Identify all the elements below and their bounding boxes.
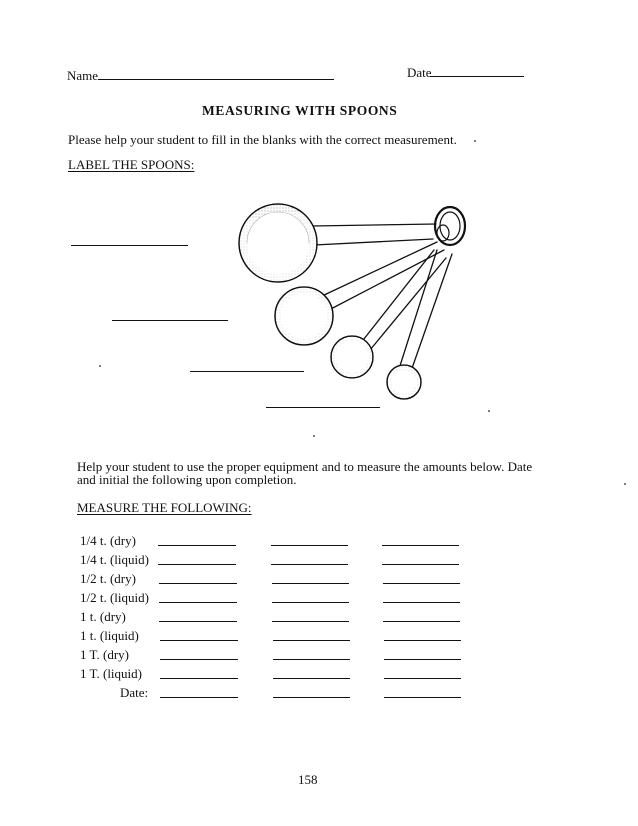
measurement-label: 1/4 t. (liquid) [80,552,149,567]
scan-speck [474,140,476,142]
measurement-blank-r2-c3[interactable] [382,552,459,565]
measure-heading: MEASURE THE FOLLOWING: [77,500,252,515]
measurement-blank-r7-c2[interactable] [273,647,350,660]
measurement-blank-r4-c1[interactable] [159,590,237,603]
measurement-label: 1 t. (dry) [80,609,126,624]
scan-speck [99,365,101,367]
measurement-blank-r3-c1[interactable] [159,571,237,584]
name-label: Name [67,68,99,83]
page-title: MEASURING WITH SPOONS [202,103,398,118]
measurement-blank-r6-c2[interactable] [273,628,350,641]
scan-speck [624,483,626,485]
measurement-blank-r2-c1[interactable] [158,552,236,565]
instructions-text-2-line-1: Help your student to use the proper equipment and to measure the amounts below. Date [77,459,533,474]
measurement-blank-r9-c2[interactable] [273,685,350,698]
measurement-blank-r5-c1[interactable] [159,609,237,622]
scan-speck [313,435,315,437]
measurement-label: 1/4 t. (dry) [80,533,136,548]
measurement-blank-r8-c1[interactable] [160,666,238,679]
measurement-label: 1/2 t. (dry) [80,571,136,586]
measurement-blank-r3-c3[interactable] [383,571,460,584]
measurement-blank-r8-c3[interactable] [384,666,461,679]
measurement-blank-r4-c2[interactable] [272,590,349,603]
measurement-blank-r1-c1[interactable] [158,533,236,546]
instructions-text-2-line-2: and initial the following upon completion. [77,472,297,487]
measurement-label: 1 T. (liquid) [80,666,142,681]
measurement-blank-r6-c1[interactable] [160,628,238,641]
measurement-blank-r6-c3[interactable] [384,628,461,641]
measurement-blank-r9-c3[interactable] [384,685,461,698]
measurement-blank-r9-c1[interactable] [160,685,238,698]
label-spoons-heading: LABEL THE SPOONS: [68,157,195,172]
instructions-text: Please help your student to fill in the blanks with the correct measurement. [68,132,457,147]
date-label: Date [407,65,432,80]
measurement-blank-r4-c3[interactable] [383,590,460,603]
measurement-label: 1 t. (liquid) [80,628,139,643]
date-row-label: Date: [120,685,149,700]
measurement-blank-r7-c1[interactable] [160,647,238,660]
measurement-label: 1/2 t. (liquid) [80,590,149,605]
page-number: 158 [298,772,318,787]
measurement-blank-r5-c2[interactable] [272,609,349,622]
scan-speck [488,410,490,412]
measurement-blank-r2-c2[interactable] [271,552,348,565]
measurement-blank-r1-c2[interactable] [271,533,348,546]
measurement-blank-r8-c2[interactable] [273,666,350,679]
measurement-blank-r3-c2[interactable] [272,571,349,584]
measurement-label: 1 T. (dry) [80,647,129,662]
measurement-blank-r5-c3[interactable] [383,609,460,622]
measurement-blank-r7-c3[interactable] [384,647,461,660]
measurement-blank-r1-c3[interactable] [382,533,459,546]
